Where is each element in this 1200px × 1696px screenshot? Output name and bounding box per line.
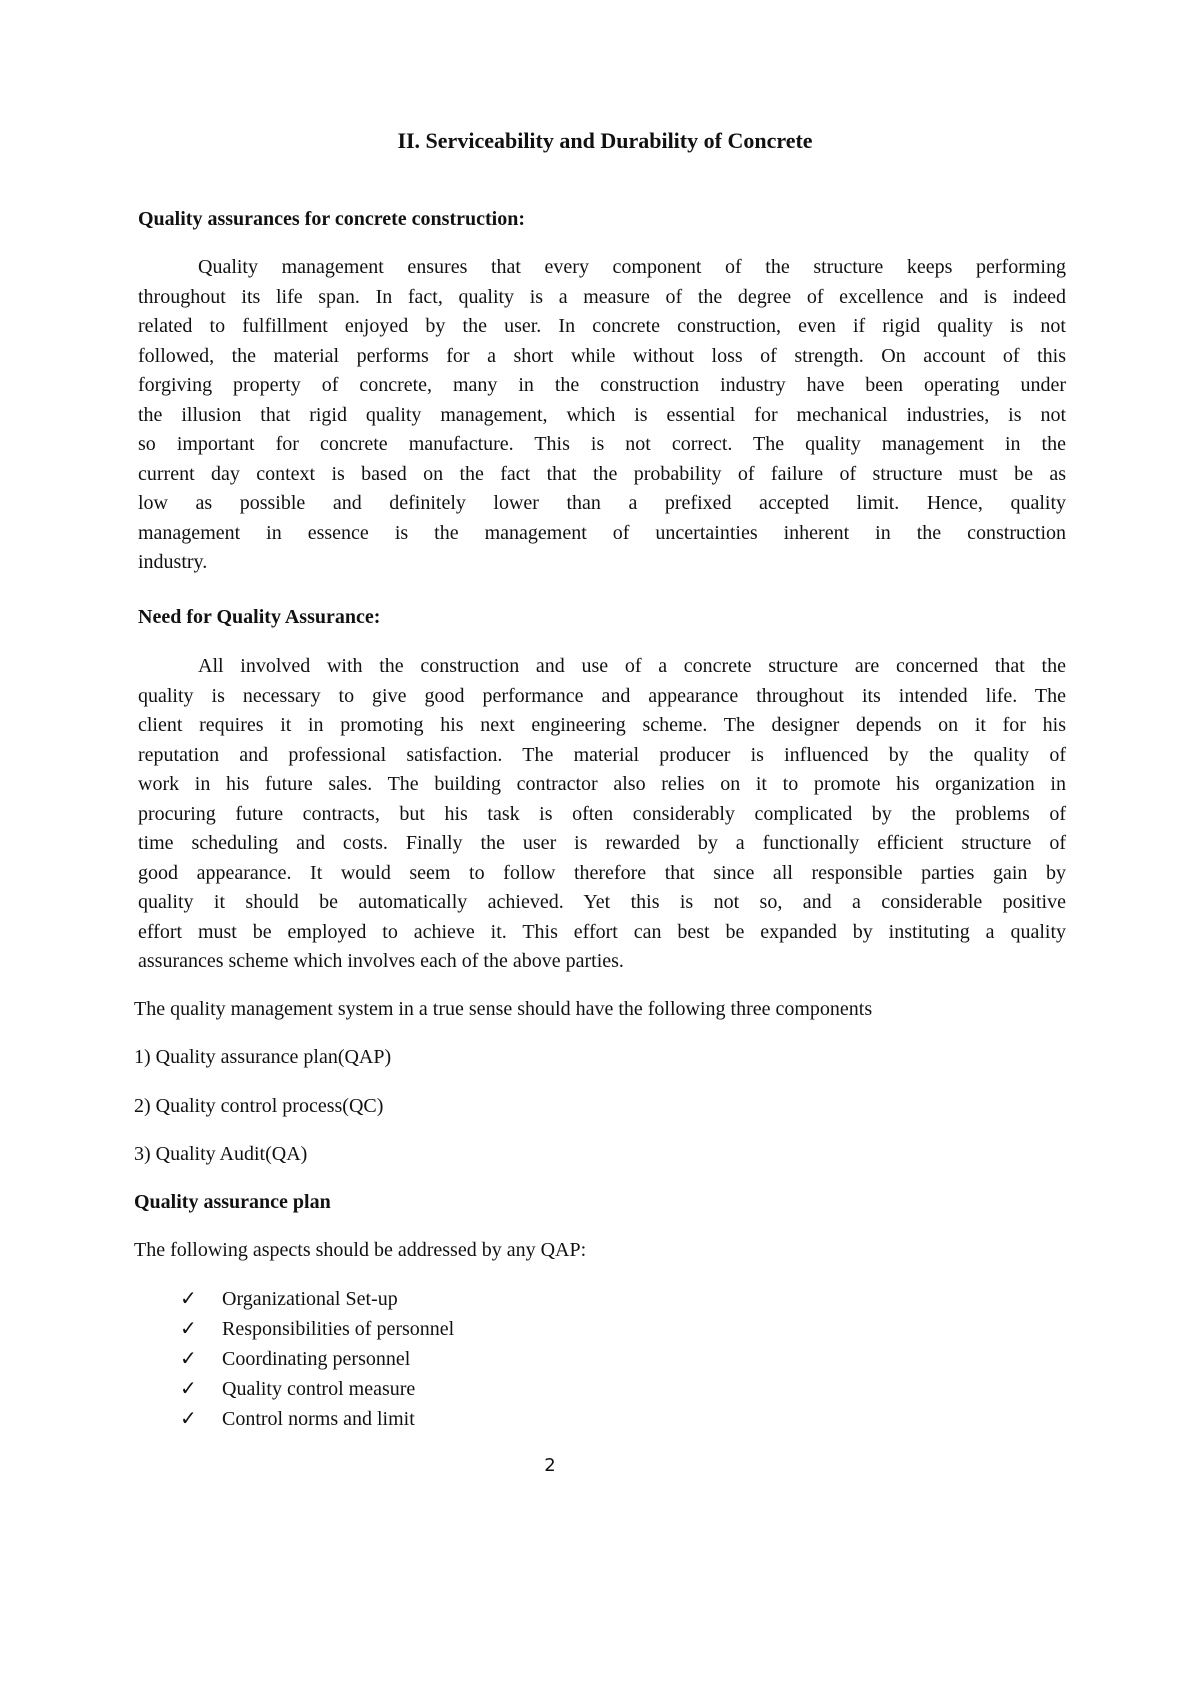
checklist-item-label: Organizational Set-up: [222, 1288, 398, 1310]
checklist-item: [180, 1344, 454, 1374]
page-number: 2: [544, 1455, 556, 1476]
section-heading-quality-assurances: Quality assurances for concrete construction:: [138, 208, 525, 230]
checklist-item: [180, 1404, 454, 1434]
paragraph-line: related to fulfillment enjoyed by the user. In concrete construction, even if rigid quality is not: [138, 315, 1066, 337]
paragraph-line: current day context is based on the fact that the probability of failure of structure must be as: [138, 462, 1066, 485]
paragraph-line: quality is necessary to give good performance and appearance throughout its intended life. The: [138, 684, 1066, 707]
paragraph-need-for-qa: [138, 652, 1066, 977]
paragraph-line: quality it should be automatically achieved. Yet this is not so, and a considerable positive: [138, 891, 1066, 913]
component-item: 2) Quality control process(QC): [134, 1095, 384, 1117]
paragraph-line: client requires it in promoting his next engineering scheme. The designer depends on it for his: [138, 714, 1066, 736]
paragraph-line: followed, the material performs for a short while without loss of strength. On account of this: [138, 344, 1066, 367]
paragraph-line: low as possible and definitely lower than a prefixed accepted limit. Hence, quality: [138, 492, 1066, 514]
checklist-item-label: Quality control measure: [222, 1378, 416, 1400]
checklist-item: [180, 1374, 454, 1404]
paragraph-line: the illusion that rigid quality management, which is essential for mechanical industries, is not: [138, 403, 1066, 426]
paragraph-line: forgiving property of concrete, many in the construction industry have been operating under: [138, 374, 1066, 396]
paragraph-line: time scheduling and costs. Finally the user is rewarded by a functionally efficient structure of: [138, 832, 1066, 854]
section-heading-qap: Quality assurance plan: [134, 1191, 331, 1213]
check-icon: ✓: [180, 1348, 197, 1370]
paragraph-line: so important for concrete manufacture. This is not correct. The quality management in the: [138, 433, 1066, 455]
paragraph-line: work in his future sales. The building contractor also relies on it to promote his organization in: [138, 773, 1066, 795]
paragraph-quality-management: [138, 253, 1066, 578]
paragraph-line: industry.: [138, 551, 208, 573]
checklist-item-label: Coordinating personnel: [222, 1348, 411, 1370]
check-icon: ✓: [180, 1378, 197, 1400]
check-icon: ✓: [180, 1408, 197, 1430]
check-icon: ✓: [180, 1288, 197, 1310]
paragraph-line: throughout its life span. In fact, quality is a measure of the degree of excellence and is indeed: [138, 285, 1066, 308]
page-title: II. Serviceability and Durability of Concrete: [397, 128, 813, 153]
component-item: 3) Quality Audit(QA): [134, 1143, 308, 1165]
qap-intro: The following aspects should be addressed by any QAP:: [134, 1239, 587, 1261]
paragraph-line: good appearance. It would seem to follow therefore that since all responsible parties gain by: [138, 861, 1066, 884]
paragraph-line: assurances scheme which involves each of the above parties.: [138, 950, 624, 972]
components-intro: The quality management system in a true sense should have the following three components: [134, 998, 873, 1020]
component-item: 1) Quality assurance plan(QAP): [134, 1046, 392, 1068]
checklist-item-label: Control norms and limit: [222, 1408, 415, 1430]
paragraph-line: effort must be employed to achieve it. This effort can best be expanded by instituting a quality: [138, 920, 1066, 943]
qap-checklist: [180, 1284, 454, 1434]
checklist-item: [180, 1284, 454, 1314]
paragraph-line: reputation and professional satisfaction. The material producer is influenced by the quality of: [138, 743, 1066, 766]
section-heading-need-for-qa: Need for Quality Assurance:: [138, 606, 381, 628]
paragraph-line: All involved with the construction and use of a concrete structure are concerned that the: [198, 655, 1066, 677]
checklist-item-label: Responsibilities of personnel: [222, 1318, 455, 1340]
paragraph-line: Quality management ensures that every component of the structure keeps performing: [198, 256, 1066, 278]
paragraph-line: management in essence is the management of uncertainties inherent in the construction: [138, 521, 1066, 544]
checklist-item: [180, 1314, 454, 1344]
check-icon: ✓: [180, 1318, 197, 1340]
paragraph-line: procuring future contracts, but his task is often considerably complicated by the problems of: [138, 802, 1066, 825]
